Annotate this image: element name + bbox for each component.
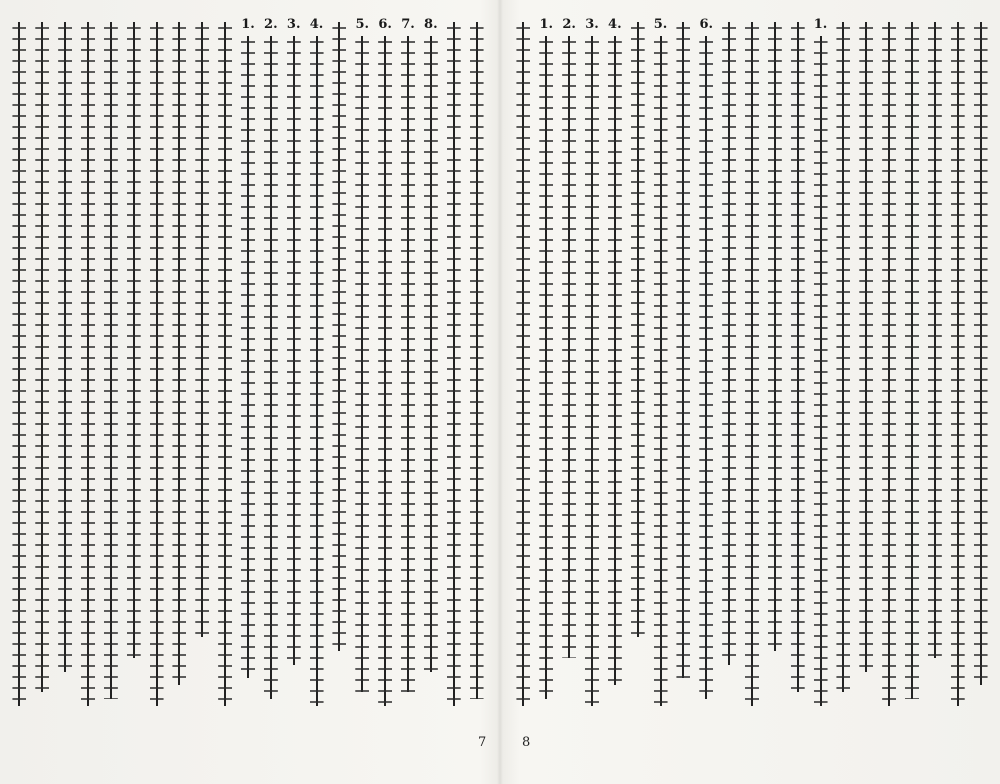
text-column [329, 18, 349, 653]
item-number: 1. [241, 18, 255, 32]
mongolian-script-line [745, 22, 759, 706]
mongolian-script-line [310, 36, 324, 706]
text-column [32, 18, 52, 694]
mongolian-script-line [516, 22, 530, 706]
mongolian-script-line [836, 22, 850, 692]
mongolian-script-line [608, 36, 622, 685]
script-glyphs [81, 22, 95, 706]
text-column [948, 18, 968, 708]
text-column [215, 18, 235, 708]
text-column [78, 18, 98, 708]
item-number: 8. [424, 18, 438, 32]
item-number: 6. [378, 18, 392, 32]
item-number: 2. [562, 18, 576, 32]
script-glyphs [470, 22, 484, 699]
mongolian-script-line [928, 22, 942, 658]
text-column [742, 18, 762, 708]
script-glyphs [722, 22, 736, 665]
mongolian-script-line [470, 22, 484, 699]
book-gutter [497, 0, 503, 784]
mongolian-script-line [81, 22, 95, 706]
mongolian-script-line [539, 36, 553, 699]
script-glyphs [516, 22, 530, 706]
text-column [856, 18, 876, 674]
mongolian-script-line [676, 22, 690, 678]
text-column [307, 18, 327, 708]
script-glyphs [424, 36, 438, 672]
item-number: 6. [699, 18, 714, 32]
script-glyphs [264, 36, 278, 699]
mongolian-script-line [768, 22, 782, 651]
mongolian-script-line [882, 22, 896, 706]
script-glyphs [310, 36, 324, 706]
script-glyphs [791, 22, 805, 692]
text-column [628, 18, 648, 639]
mongolian-script-line [241, 36, 255, 678]
text-column [879, 18, 899, 708]
item-number: 5. [355, 18, 370, 32]
item-number: 4. [608, 18, 622, 32]
script-glyphs [218, 22, 232, 706]
mongolian-script-line [722, 22, 736, 665]
mongolian-script-line [905, 22, 919, 699]
mongolian-script-line [974, 22, 988, 685]
text-column [971, 18, 991, 687]
script-glyphs [127, 22, 141, 658]
script-glyphs [355, 36, 369, 692]
mongolian-script-line [378, 36, 392, 706]
script-glyphs [768, 22, 782, 651]
text-column [238, 18, 258, 680]
script-glyphs [332, 22, 346, 651]
text-column [902, 18, 922, 701]
mongolian-script-line [172, 22, 186, 685]
script-glyphs [562, 36, 576, 658]
text-column [467, 18, 487, 701]
script-glyphs [836, 22, 850, 692]
script-glyphs [928, 22, 942, 658]
mongolian-script-line [791, 22, 805, 692]
script-glyphs [150, 22, 164, 706]
text-column [261, 18, 281, 701]
page-number-right: 8 [522, 735, 531, 750]
mongolian-script-line [127, 22, 141, 658]
text-column [9, 18, 29, 708]
text-column [582, 18, 602, 708]
mongolian-script-line [631, 22, 645, 637]
script-glyphs [745, 22, 759, 706]
item-number: 1. [813, 18, 828, 32]
script-glyphs [58, 22, 72, 672]
mongolian-script-line [654, 36, 668, 706]
script-glyphs [35, 22, 49, 692]
script-glyphs [905, 22, 919, 699]
script-glyphs [241, 36, 255, 678]
item-number: 3. [286, 18, 301, 32]
text-column [101, 18, 121, 701]
item-number: 1. [539, 18, 554, 32]
text-column [833, 18, 853, 694]
mongolian-script-line [12, 22, 26, 706]
text-column [169, 18, 189, 687]
script-glyphs [447, 22, 461, 706]
right-page [512, 18, 992, 708]
script-glyphs [378, 36, 392, 706]
text-column [513, 18, 533, 708]
text-column [444, 18, 464, 708]
text-column [788, 18, 808, 694]
script-glyphs [172, 22, 186, 685]
script-glyphs [195, 22, 209, 637]
text-column [398, 18, 418, 694]
mongolian-script-line [287, 36, 301, 665]
mongolian-script-line [332, 22, 346, 651]
mongolian-script-line [401, 36, 415, 692]
script-glyphs [631, 22, 645, 637]
mongolian-script-line [814, 36, 828, 706]
script-glyphs [882, 22, 896, 706]
mongolian-script-line [104, 22, 118, 699]
text-column [192, 18, 212, 639]
text-column [559, 18, 579, 660]
page-number-left: 7 [478, 735, 487, 750]
left-page [8, 18, 488, 708]
text-column [765, 18, 785, 653]
mongolian-script-line [264, 36, 278, 699]
mongolian-script-line [447, 22, 461, 706]
item-number: 5. [653, 18, 668, 32]
script-glyphs [951, 22, 965, 706]
text-column [284, 18, 304, 667]
script-glyphs [814, 36, 828, 706]
text-column [124, 18, 144, 660]
script-glyphs [859, 22, 873, 672]
mongolian-script-line [859, 22, 873, 672]
text-column [605, 18, 625, 687]
script-glyphs [12, 22, 26, 706]
mongolian-script-line [355, 36, 369, 692]
mongolian-script-line [58, 22, 72, 672]
text-column [55, 18, 75, 674]
text-column [811, 18, 831, 708]
script-glyphs [539, 36, 553, 699]
text-column [536, 18, 556, 701]
item-number: 7. [401, 18, 415, 32]
script-glyphs [608, 36, 622, 685]
script-glyphs [287, 36, 301, 665]
script-glyphs [974, 22, 988, 685]
item-number: 3. [585, 18, 599, 32]
mongolian-script-line [562, 36, 576, 658]
text-column [673, 18, 693, 680]
text-column [651, 18, 671, 708]
text-column [352, 18, 372, 694]
script-glyphs [401, 36, 415, 692]
text-column [696, 18, 716, 701]
text-column [375, 18, 395, 708]
item-number: 4. [309, 18, 324, 32]
mongolian-script-line [218, 22, 232, 706]
script-glyphs [699, 36, 713, 699]
mongolian-script-line [424, 36, 438, 672]
item-number: 2. [264, 18, 278, 32]
script-glyphs [585, 36, 599, 706]
mongolian-script-line [951, 22, 965, 706]
text-column [925, 18, 945, 660]
mongolian-script-line [195, 22, 209, 637]
text-column [719, 18, 739, 667]
mongolian-script-line [699, 36, 713, 699]
mongolian-script-line [35, 22, 49, 692]
script-glyphs [654, 36, 668, 706]
mongolian-script-line [150, 22, 164, 706]
script-glyphs [676, 22, 690, 678]
text-column [421, 18, 441, 674]
text-column [147, 18, 167, 708]
script-glyphs [104, 22, 118, 699]
mongolian-script-line [585, 36, 599, 706]
